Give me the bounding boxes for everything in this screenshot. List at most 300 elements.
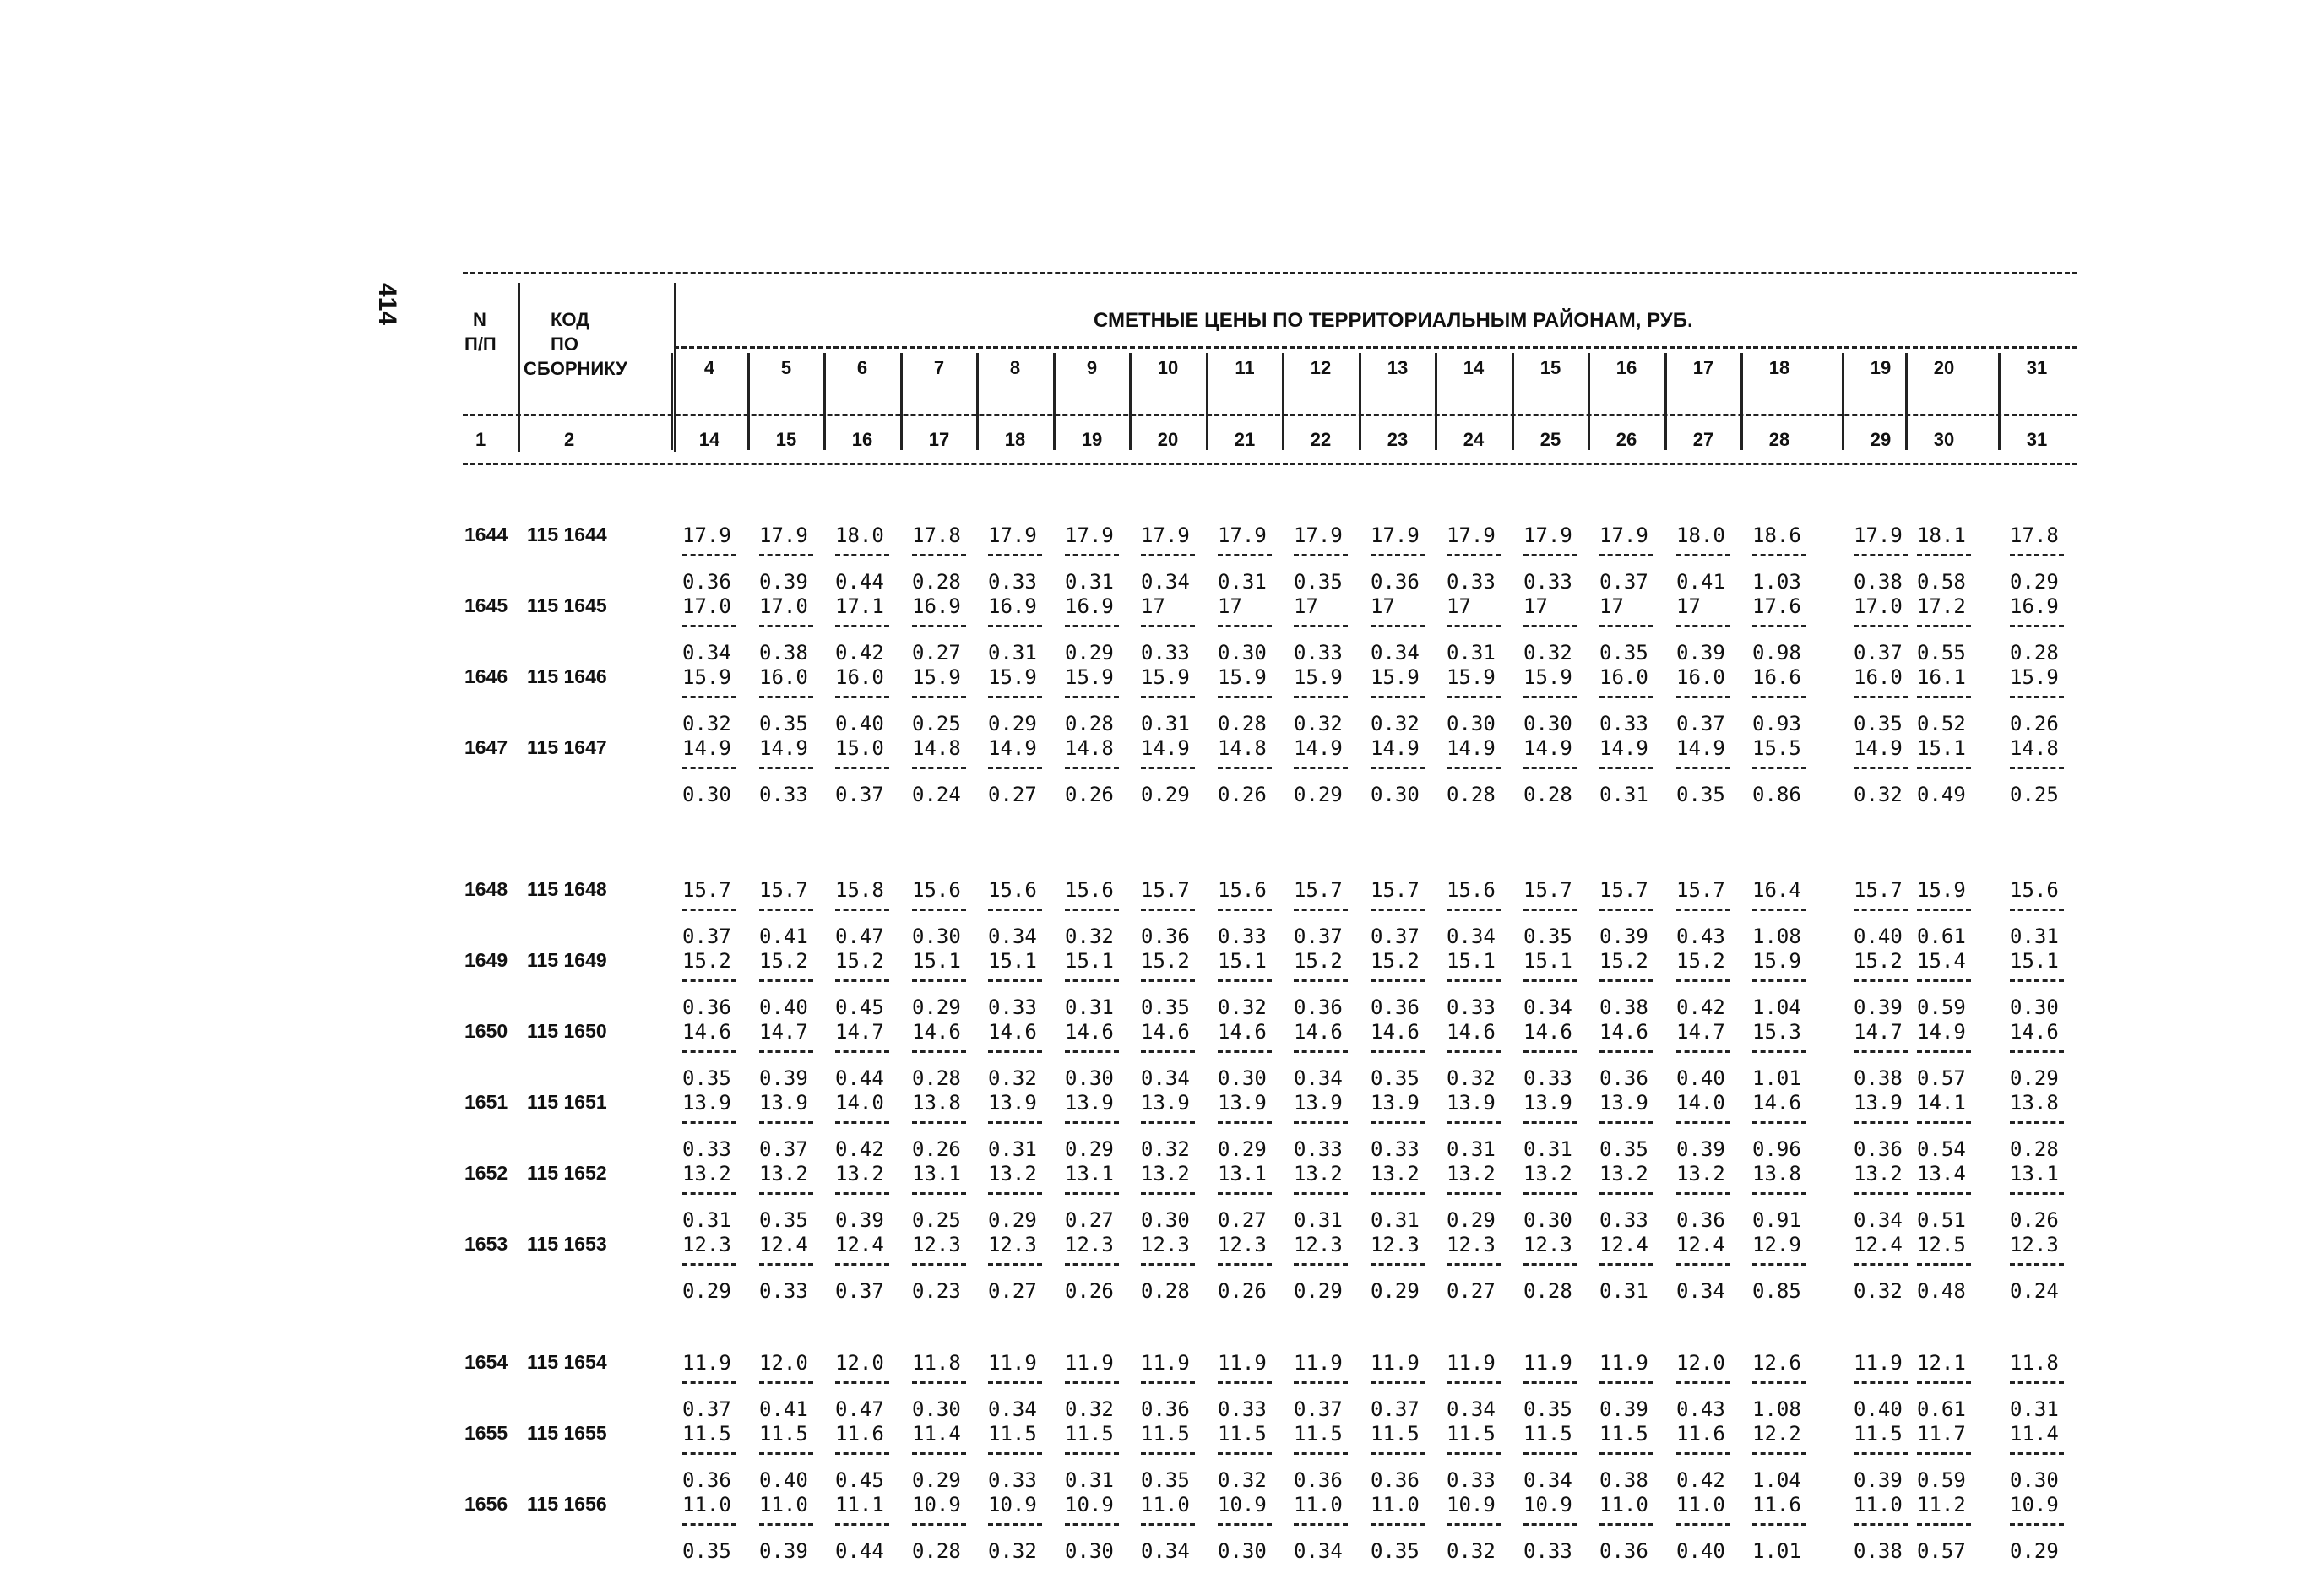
price-value: 12.3 [1371, 1233, 1420, 1256]
price-value: 15.6 [1447, 878, 1496, 902]
price-subvalue: 0.29 [988, 1208, 1037, 1232]
price-value: 17.9 [682, 524, 731, 547]
price-value: 13.9 [1218, 1091, 1267, 1115]
fraction-rule [1371, 1523, 1425, 1526]
price-value: 12.3 [912, 1233, 961, 1256]
price-subvalue: 0.26 [2010, 712, 2059, 735]
price-subvalue: 0.26 [1065, 783, 1114, 806]
price-value: 17 [1676, 594, 1701, 618]
price-value: 14.9 [1917, 1020, 1966, 1044]
price-value: 13.9 [1599, 1091, 1648, 1115]
price-value: 15.4 [1917, 949, 1966, 973]
price-subvalue: 0.34 [1676, 1279, 1725, 1303]
fraction-rule [1676, 767, 1730, 769]
price-value: 12.3 [1065, 1233, 1114, 1256]
price-value: 11.7 [1917, 1422, 1966, 1446]
fraction-rule [835, 1523, 889, 1526]
price-subvalue: 0.37 [835, 783, 884, 806]
price-subvalue: 0.34 [1447, 1397, 1496, 1421]
price-subvalue: 0.48 [1917, 1279, 1966, 1303]
header-index-rule [463, 414, 2077, 416]
price-value: 15.2 [1141, 949, 1190, 973]
price-value: 11.5 [682, 1422, 731, 1446]
price-subvalue: 0.45 [835, 1468, 884, 1492]
index-col-4: 17 [928, 429, 950, 450]
fraction-rule [988, 909, 1042, 911]
price-subvalue: 0.31 [1065, 570, 1114, 594]
price-value: 11.4 [912, 1422, 961, 1446]
price-subvalue: 0.24 [2010, 1279, 2059, 1303]
price-value: 15.9 [1752, 949, 1801, 973]
price-value: 13.4 [1917, 1162, 1966, 1185]
price-subvalue: 0.35 [1523, 925, 1572, 948]
fraction-rule [1917, 1381, 1971, 1384]
price-value: 15.6 [988, 878, 1037, 902]
fraction-rule [1917, 1263, 1971, 1266]
index-col-14: 27 [1692, 429, 1714, 450]
fraction-rule [835, 909, 889, 911]
price-value: 15.1 [2010, 949, 2059, 973]
price-subvalue: 0.49 [1917, 783, 1966, 806]
price-subvalue: 0.39 [1854, 996, 1903, 1019]
price-subvalue: 0.33 [1447, 996, 1496, 1019]
fraction-rule [1447, 554, 1501, 556]
price-subvalue: 0.38 [1854, 570, 1903, 594]
price-subvalue: 0.61 [1917, 925, 1966, 948]
price-subvalue: 0.58 [1917, 570, 1966, 594]
district-header-5: 8 [1009, 357, 1021, 378]
price-subvalue: 0.30 [1371, 783, 1420, 806]
fraction-rule [1854, 554, 1908, 556]
price-subvalue: 0.37 [1294, 1397, 1343, 1421]
price-subvalue: 0.47 [835, 925, 884, 948]
fraction-rule [835, 767, 889, 769]
price-subvalue: 0.26 [912, 1137, 961, 1161]
fraction-rule [835, 979, 889, 982]
price-subvalue: 0.44 [835, 570, 884, 594]
price-subvalue: 0.59 [1917, 1468, 1966, 1492]
fraction-rule [1218, 767, 1272, 769]
fraction-rule [1854, 1050, 1908, 1053]
price-subvalue: 0.40 [1854, 1397, 1903, 1421]
price-value: 13.9 [1065, 1091, 1114, 1115]
price-subvalue: 0.30 [2010, 1468, 2059, 1492]
price-value: 11.5 [1523, 1422, 1572, 1446]
price-value: 17.9 [1447, 524, 1496, 547]
price-subvalue: 0.28 [912, 1066, 961, 1090]
price-subvalue: 0.26 [1218, 1279, 1267, 1303]
price-subvalue: 0.32 [1447, 1539, 1496, 1563]
fraction-rule [1141, 979, 1195, 982]
row-number: 1651 [464, 1091, 508, 1113]
price-value: 15.9 [682, 665, 731, 689]
price-value: 13.9 [1523, 1091, 1572, 1115]
row-code: 115 1652 [527, 1162, 607, 1184]
price-subvalue: 0.35 [1523, 1397, 1572, 1421]
fraction-rule [835, 625, 889, 627]
price-value: 12.3 [1523, 1233, 1572, 1256]
price-value: 11.5 [1447, 1422, 1496, 1446]
price-value: 13.2 [1141, 1162, 1190, 1185]
fraction-rule [835, 1263, 889, 1266]
price-value: 11.9 [1599, 1351, 1648, 1375]
price-value: 17.1 [835, 594, 884, 618]
price-subvalue: 0.29 [988, 712, 1037, 735]
fraction-rule [759, 696, 813, 698]
price-subvalue: 0.31 [1599, 783, 1648, 806]
fraction-rule [835, 1192, 889, 1195]
price-value: 14.6 [1218, 1020, 1267, 1044]
price-value: 17.9 [1218, 524, 1267, 547]
header-col-divider [1512, 353, 1514, 450]
price-subvalue: 0.33 [1141, 641, 1190, 665]
price-subvalue: 0.35 [1141, 1468, 1190, 1492]
district-header-18: 31 [2026, 357, 2048, 378]
price-value: 14.6 [682, 1020, 731, 1044]
fraction-rule [1523, 767, 1577, 769]
price-subvalue: 0.23 [912, 1279, 961, 1303]
price-subvalue: 0.38 [1599, 996, 1648, 1019]
price-subvalue: 1.08 [1752, 925, 1801, 948]
price-value: 14.6 [1752, 1091, 1801, 1115]
price-value: 14.9 [682, 736, 731, 760]
fraction-rule [1294, 979, 1348, 982]
column-code-label: КОД [551, 309, 589, 330]
fraction-rule [1523, 625, 1577, 627]
price-value: 15.9 [1917, 878, 1966, 902]
price-subvalue: 0.30 [682, 783, 731, 806]
price-subvalue: 0.30 [2010, 996, 2059, 1019]
price-subvalue: 0.34 [1294, 1539, 1343, 1563]
fraction-rule [835, 554, 889, 556]
fraction-rule [1294, 1523, 1348, 1526]
fraction-rule [682, 767, 736, 769]
price-value: 13.2 [1676, 1162, 1725, 1185]
price-value: 13.9 [759, 1091, 808, 1115]
price-value: 18.0 [835, 524, 884, 547]
fraction-rule [1294, 1381, 1348, 1384]
fraction-rule [1294, 909, 1348, 911]
header-col-divider [976, 353, 979, 450]
price-value: 15.6 [912, 878, 961, 902]
price-value: 10.9 [988, 1493, 1037, 1516]
fraction-rule [1371, 1050, 1425, 1053]
price-subvalue: 0.39 [1854, 1468, 1903, 1492]
price-value: 13.2 [1523, 1162, 1572, 1185]
fraction-rule [912, 909, 966, 911]
fraction-rule [1854, 696, 1908, 698]
price-value: 13.8 [1752, 1162, 1801, 1185]
fraction-rule [1141, 696, 1195, 698]
fraction-rule [1141, 554, 1195, 556]
price-subvalue: 0.29 [2010, 1539, 2059, 1563]
price-subvalue: 0.29 [1141, 783, 1190, 806]
price-subvalue: 0.33 [1447, 570, 1496, 594]
price-value: 10.9 [1447, 1493, 1496, 1516]
index-label-1: 1 [475, 429, 486, 450]
price-subvalue: 0.45 [835, 996, 884, 1019]
fraction-rule [2010, 767, 2064, 769]
fraction-rule [1141, 1050, 1195, 1053]
price-value: 11.0 [1854, 1493, 1903, 1516]
price-value: 11.9 [1218, 1351, 1267, 1375]
price-subvalue: 0.38 [759, 641, 808, 665]
price-value: 14.6 [2010, 1020, 2059, 1044]
fraction-rule [912, 979, 966, 982]
price-value: 17.9 [1065, 524, 1114, 547]
fraction-rule [1752, 767, 1806, 769]
price-value: 15.9 [1371, 665, 1420, 689]
fraction-rule [2010, 1381, 2064, 1384]
price-subvalue: 0.34 [1141, 1066, 1190, 1090]
price-value: 15.2 [759, 949, 808, 973]
price-subvalue: 0.35 [682, 1539, 731, 1563]
price-value: 11.9 [1371, 1351, 1420, 1375]
price-value: 11.5 [1854, 1422, 1903, 1446]
fraction-rule [912, 625, 966, 627]
price-value: 10.9 [912, 1493, 961, 1516]
price-subvalue: 0.33 [988, 996, 1037, 1019]
price-subvalue: 0.36 [682, 1468, 731, 1492]
column-code-sublabel-2: СБОРНИКУ [524, 358, 627, 379]
price-subvalue: 0.36 [1294, 996, 1343, 1019]
fraction-rule [2010, 909, 2064, 911]
price-subvalue: 0.91 [1752, 1208, 1801, 1232]
price-value: 14.6 [1447, 1020, 1496, 1044]
price-value: 17.9 [1523, 524, 1572, 547]
fraction-rule [759, 1263, 813, 1266]
price-subvalue: 0.43 [1676, 1397, 1725, 1421]
price-value: 13.2 [1294, 1162, 1343, 1185]
price-value: 14.6 [988, 1020, 1037, 1044]
price-subvalue: 0.35 [1599, 1137, 1648, 1161]
price-subvalue: 0.29 [1447, 1208, 1496, 1232]
price-value: 12.4 [759, 1233, 808, 1256]
price-subvalue: 0.25 [912, 712, 961, 735]
price-value: 15.0 [835, 736, 884, 760]
price-subvalue: 0.28 [1523, 783, 1572, 806]
price-value: 17.9 [759, 524, 808, 547]
price-subvalue: 0.34 [1371, 641, 1420, 665]
price-subvalue: 0.41 [759, 1397, 808, 1421]
price-value: 13.2 [1854, 1162, 1903, 1185]
price-value: 13.1 [1065, 1162, 1114, 1185]
row-code: 115 1646 [527, 665, 607, 687]
price-value: 13.8 [2010, 1091, 2059, 1115]
header-col-divider [1206, 353, 1208, 450]
price-subvalue: 0.37 [1294, 925, 1343, 948]
fraction-rule [682, 1263, 736, 1266]
row-code: 115 1645 [527, 594, 607, 616]
price-value: 15.1 [1447, 949, 1496, 973]
fraction-rule [1065, 767, 1119, 769]
price-value: 15.8 [835, 878, 884, 902]
price-subvalue: 0.93 [1752, 712, 1801, 735]
price-value: 18.6 [1752, 524, 1801, 547]
price-subvalue: 0.31 [682, 1208, 731, 1232]
price-subvalue: 0.96 [1752, 1137, 1801, 1161]
price-subvalue: 0.34 [1141, 1539, 1190, 1563]
price-subvalue: 0.43 [1676, 925, 1725, 948]
fraction-rule [1599, 625, 1653, 627]
price-subvalue: 0.59 [1917, 996, 1966, 1019]
header-col-divider [1282, 353, 1284, 450]
price-value: 14.7 [835, 1020, 884, 1044]
price-subvalue: 0.36 [1371, 570, 1420, 594]
header-top-rule [463, 272, 2077, 274]
row-code: 115 1655 [527, 1422, 607, 1444]
fraction-rule [1523, 979, 1577, 982]
price-value: 11.5 [1218, 1422, 1267, 1446]
fraction-rule [682, 696, 736, 698]
price-subvalue: 0.52 [1917, 712, 1966, 735]
index-col-13: 26 [1615, 429, 1637, 450]
fraction-rule [1294, 1121, 1348, 1124]
fraction-rule [1854, 1263, 1908, 1266]
price-value: 14.9 [1371, 736, 1420, 760]
fraction-rule [1294, 1263, 1348, 1266]
price-value: 11.5 [1599, 1422, 1648, 1446]
price-value: 13.1 [1218, 1162, 1267, 1185]
price-value: 14.7 [1676, 1020, 1725, 1044]
price-subvalue: 0.38 [1854, 1539, 1903, 1563]
fraction-rule [1917, 979, 1971, 982]
fraction-rule [1854, 625, 1908, 627]
table-title: СМЕТНЫЕ ЦЕНЫ ПО ТЕРРИТОРИАЛЬНЫМ РАЙОНАМ, РУБ. [1094, 309, 1693, 332]
district-header-7: 10 [1157, 357, 1179, 378]
header-col-divider [1359, 353, 1361, 450]
price-subvalue: 0.31 [2010, 925, 2059, 948]
price-value: 12.5 [1917, 1233, 1966, 1256]
fraction-rule [1218, 1523, 1272, 1526]
row-code: 115 1654 [527, 1351, 607, 1373]
price-subvalue: 0.28 [912, 570, 961, 594]
row-code: 115 1651 [527, 1091, 607, 1113]
fraction-rule [1218, 554, 1272, 556]
index-col-3: 16 [851, 429, 873, 450]
fraction-rule [2010, 1050, 2064, 1053]
price-value: 11.0 [682, 1493, 731, 1516]
price-value: 12.4 [1854, 1233, 1903, 1256]
index-col-2: 15 [775, 429, 797, 450]
row-number: 1652 [464, 1162, 508, 1184]
price-value: 17.0 [1854, 594, 1903, 618]
price-subvalue: 0.26 [1065, 1279, 1114, 1303]
fraction-rule [1371, 1381, 1425, 1384]
price-subvalue: 0.36 [1141, 1397, 1190, 1421]
fraction-rule [1065, 979, 1119, 982]
price-subvalue: 0.29 [682, 1279, 731, 1303]
fraction-rule [1917, 696, 1971, 698]
price-value: 11.9 [1141, 1351, 1190, 1375]
price-value: 11.8 [912, 1351, 961, 1375]
price-value: 14.0 [1676, 1091, 1725, 1115]
fraction-rule [1599, 1121, 1653, 1124]
row-number: 1654 [464, 1351, 508, 1373]
fraction-rule [1371, 625, 1425, 627]
fraction-rule [1371, 1263, 1425, 1266]
price-value: 15.2 [1371, 949, 1420, 973]
fraction-rule [1917, 1523, 1971, 1526]
district-header-4: 7 [933, 357, 945, 378]
price-subvalue: 0.26 [1218, 783, 1267, 806]
fraction-rule [1599, 554, 1653, 556]
fraction-rule [1371, 767, 1425, 769]
price-subvalue: 0.34 [988, 925, 1037, 948]
price-value: 11.9 [1854, 1351, 1903, 1375]
price-value: 11.9 [988, 1351, 1037, 1375]
fraction-rule [1218, 1381, 1272, 1384]
price-value: 16.9 [912, 594, 961, 618]
price-subvalue: 0.32 [1854, 783, 1903, 806]
fraction-rule [1141, 1381, 1195, 1384]
fraction-rule [988, 625, 1042, 627]
fraction-rule [1294, 696, 1348, 698]
price-subvalue: 0.40 [759, 1468, 808, 1492]
column-code-sublabel-1: ПО [551, 334, 578, 355]
fraction-rule [1447, 1263, 1501, 1266]
price-value: 14.0 [835, 1091, 884, 1115]
row-number: 1656 [464, 1493, 508, 1515]
fraction-rule [1065, 1050, 1119, 1053]
price-value: 16.0 [1854, 665, 1903, 689]
price-subvalue: 0.29 [2010, 570, 2059, 594]
price-subvalue: 0.32 [1065, 1397, 1114, 1421]
price-value: 13.2 [1599, 1162, 1648, 1185]
price-subvalue: 0.29 [1218, 1137, 1267, 1161]
price-subvalue: 0.31 [988, 1137, 1037, 1161]
price-value: 11.6 [1752, 1493, 1801, 1516]
fraction-rule [988, 1192, 1042, 1195]
price-value: 15.7 [1294, 878, 1343, 902]
price-subvalue: 0.29 [2010, 1066, 2059, 1090]
fraction-rule [682, 909, 736, 911]
fraction-rule [1676, 1121, 1730, 1124]
price-value: 15.9 [1523, 665, 1572, 689]
price-subvalue: 0.37 [1676, 712, 1725, 735]
row-code: 115 1644 [527, 524, 607, 545]
price-subvalue: 0.34 [988, 1397, 1037, 1421]
price-subvalue: 0.27 [1447, 1279, 1496, 1303]
price-subvalue: 0.42 [1676, 1468, 1725, 1492]
price-subvalue: 0.36 [1854, 1137, 1903, 1161]
header-bottom-rule [463, 463, 2077, 465]
price-subvalue: 0.31 [1523, 1137, 1572, 1161]
price-subvalue: 0.40 [1854, 925, 1903, 948]
fraction-rule [1523, 1121, 1577, 1124]
price-value: 11.5 [1065, 1422, 1114, 1446]
price-subvalue: 0.33 [1523, 1066, 1572, 1090]
header-col-divider [823, 353, 826, 450]
price-value: 15.2 [1854, 949, 1903, 973]
price-subvalue: 0.37 [759, 1137, 808, 1161]
price-value: 15.1 [1218, 949, 1267, 973]
fraction-rule [1141, 909, 1195, 911]
fraction-rule [988, 1381, 1042, 1384]
fraction-rule [1447, 696, 1501, 698]
price-value: 15.2 [1676, 949, 1725, 973]
district-header-16: 19 [1870, 357, 1892, 378]
price-subvalue: 0.28 [1523, 1279, 1572, 1303]
price-value: 17.2 [1917, 594, 1966, 618]
fraction-rule [1854, 979, 1908, 982]
price-value: 15.9 [1447, 665, 1496, 689]
price-value: 15.7 [1676, 878, 1725, 902]
price-value: 16.0 [1599, 665, 1648, 689]
fraction-rule [1141, 1523, 1195, 1526]
price-subvalue: 0.55 [1917, 641, 1966, 665]
price-value: 17.6 [1752, 594, 1801, 618]
